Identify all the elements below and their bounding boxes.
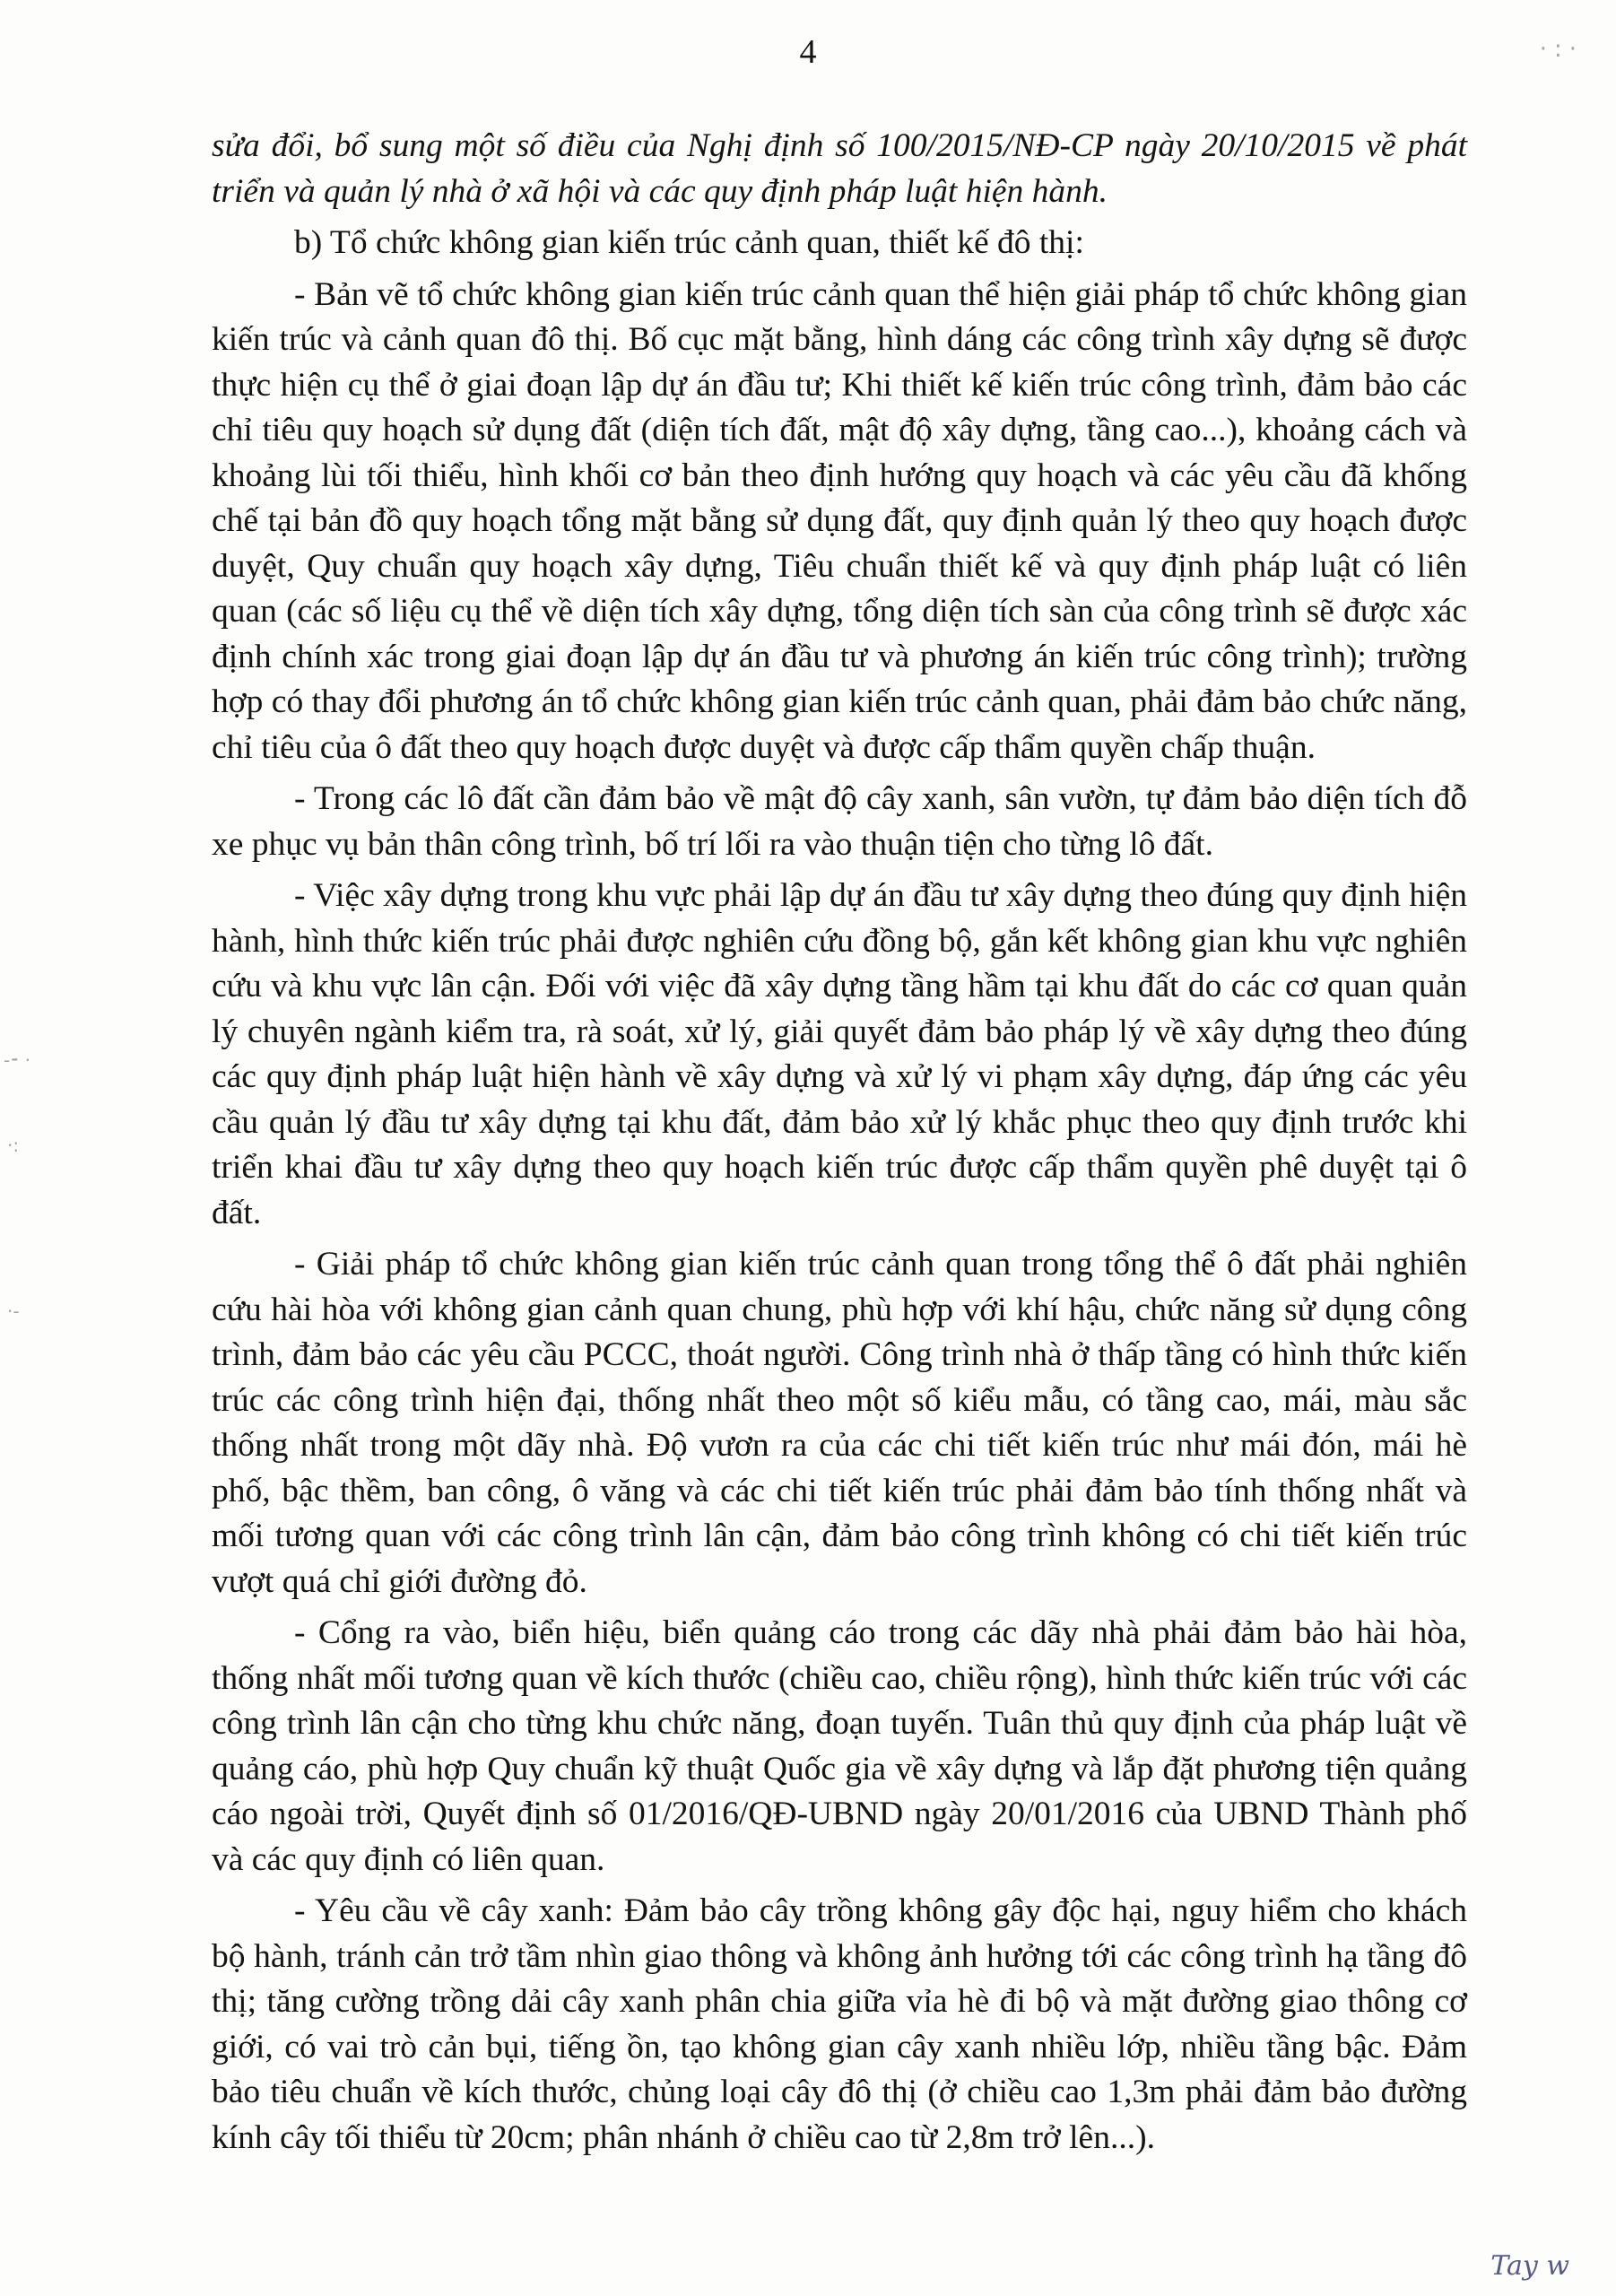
- paragraph: - Cổng ra vào, biển hiệu, biển quảng cáo trong các dãy nhà phải đảm bảo hài hòa, thống nhất mối tương quan về kích thước (chiều cao, chiều rộng), hình thức kiến trúc với các công trình lân cận cho từng khu chức năng, đoạn tuyến. Tuân thủ quy định của pháp luật về quảng cáo, phù hợp Quy chuẩn kỹ thuật Quốc gia về xây dựng và lắp đặt phương tiện quảng cáo ngoài trời, Quyết định số 01/2016/QĐ-UBND ngày 20/01/2016 của UBND Thành phố và các quy định có liên quan.: [212, 1614, 1467, 1878]
- scan-speck-mark: ·:: [7, 1135, 20, 1156]
- paragraph: - Việc xây dựng trong khu vực phải lập dự án đầu tư xây dựng theo đúng quy định hiện hành, hình thức kiến trúc phải được nghiên cứu đồng bộ, gắn kết không gian khu vực nghiên cứu và khu vực lân cận. Đối với việc đã xây dựng tầng hầm tại khu đất do các cơ quan quản lý chuyên ngành kiểm tra, rà soát, xử lý, giải quyết đảm bảo pháp lý về xây dựng theo đúng các quy định pháp luật hiện hành về xây dựng và xử lý vi phạm xây dựng, đáp ứng các yêu cầu quản lý đầu tư xây dựng tại khu đất, đảm bảo xử lý khắc phục theo quy định trước khi triển khai đầu tư xây dựng theo quy hoạch kiến trúc được cấp thẩm quyền phê duyệt tại ô đất.: [212, 877, 1467, 1231]
- section-heading: b) Tổ chức không gian kiến trúc cảnh quan, thiết kế đô thị:: [294, 224, 1084, 261]
- paragraph: - Giải pháp tổ chức không gian kiến trúc cảnh quan trong tổng thể ô đất phải nghiên cứu hài hòa với không gian cảnh quan chung, phù hợp với khí hậu, chức năng sử dụng công trình, đảm bảo các yêu cầu PCCC, thoát người. Công trình nhà ở thấp tầng có hình thức kiến trúc các công trình hiện đại, thống nhất theo một số kiểu mẫu, có tầng cao, mái, màu sắc thống nhất trong một dãy nhà. Độ vươn ra của các chi tiết kiến trúc như mái đón, mái hè phố, bậc thềm, ban công, ô văng và các chi tiết kiến trúc phải đảm bảo tính thống nhất và mối tương quan với các công trình lân cận, đảm bảo công trình không có chi tiết kiến trúc vượt quá chỉ giới đường đỏ.: [212, 1246, 1467, 1600]
- scan-speck-mark: ·:·: [1539, 36, 1584, 63]
- paragraph: - Trong các lô đất cần đảm bảo về mật độ cây xanh, sân vườn, tự đảm bảo diện tích đỗ xe phục vụ bản thân công trình, bố trí lối ra vào thuận tiện cho từng lô đất.: [212, 780, 1467, 863]
- scan-speck-mark: ·-: [7, 1300, 20, 1322]
- page-number: 4: [799, 33, 817, 71]
- paragraph: - Bản vẽ tổ chức không gian kiến trúc cảnh quan thể hiện giải pháp tổ chức không gian kiến trúc và cảnh quan đô thị. Bố cục mặt bằng, hình dáng các công trình xây dựng sẽ được thực hiện cụ thể ở giai đoạn lập dự án đầu tư; Khi thiết kế kiến trúc công trình, đảm bảo các chỉ tiêu quy hoạch sử dụng đất (diện tích đất, mật độ xây dựng, tầng cao...), khoảng cách và khoảng lùi tối thiểu, hình khối cơ bản theo định hướng quy hoạch và các yêu cầu đã khống chế tại bản đồ quy hoạch tổng mặt bằng sử dụng đất, quy định quản lý theo quy hoạch được duyệt, Quy chuẩn quy hoạch xây dựng, Tiêu chuẩn thiết kế và quy định pháp luật có liên quan (các số liệu cụ thể về diện tích xây dựng, tổng diện tích sàn của công trình sẽ được xác định chính xác trong giai đoạn lập dự án đầu tư và phương án kiến trúc công trình); trường hợp có thay đổi phương án tổ chức không gian kiến trúc cảnh quan, phải đảm bảo chức năng, chỉ tiêu của ô đất theo quy hoạch được duyệt và được cấp thẩm quyền chấp thuận.: [212, 275, 1467, 766]
- intro-continuation: sửa đổi, bổ sung một số điều của Nghị định số 100/2015/NĐ-CP ngày 20/10/2015 về phát triển và quản lý nhà ở xã hội và các quy định pháp luật hiện hành.: [212, 127, 1467, 210]
- scan-speck-mark: -⁃ ·: [4, 1049, 30, 1071]
- document-body: [212, 124, 1467, 2167]
- paragraph: - Yêu cầu về cây xanh: Đảm bảo cây trồng không gây độc hại, nguy hiểm cho khách bộ hành, tránh cản trở tầm nhìn giao thông và không ảnh hưởng tới các công trình hạ tầng đô thị; tăng cường trồng dải cây xanh phân chia giữa vỉa hè đi bộ và mặt đường giao thông cơ giới, có vai trò cản bụi, tiếng ồn, tạo không gian cây xanh nhiều lớp, nhiều tầng bậc. Đảm bảo tiêu chuẩn về kích thước, chủng loại cây đô thị (ở chiều cao 1,3m phải đảm bảo đường kính cây tối thiểu từ 20cm; phân nhánh ở chiều cao từ 2,8m trở lên...).: [212, 1892, 1467, 2156]
- handwritten-initials: Tay w: [1490, 2250, 1569, 2282]
